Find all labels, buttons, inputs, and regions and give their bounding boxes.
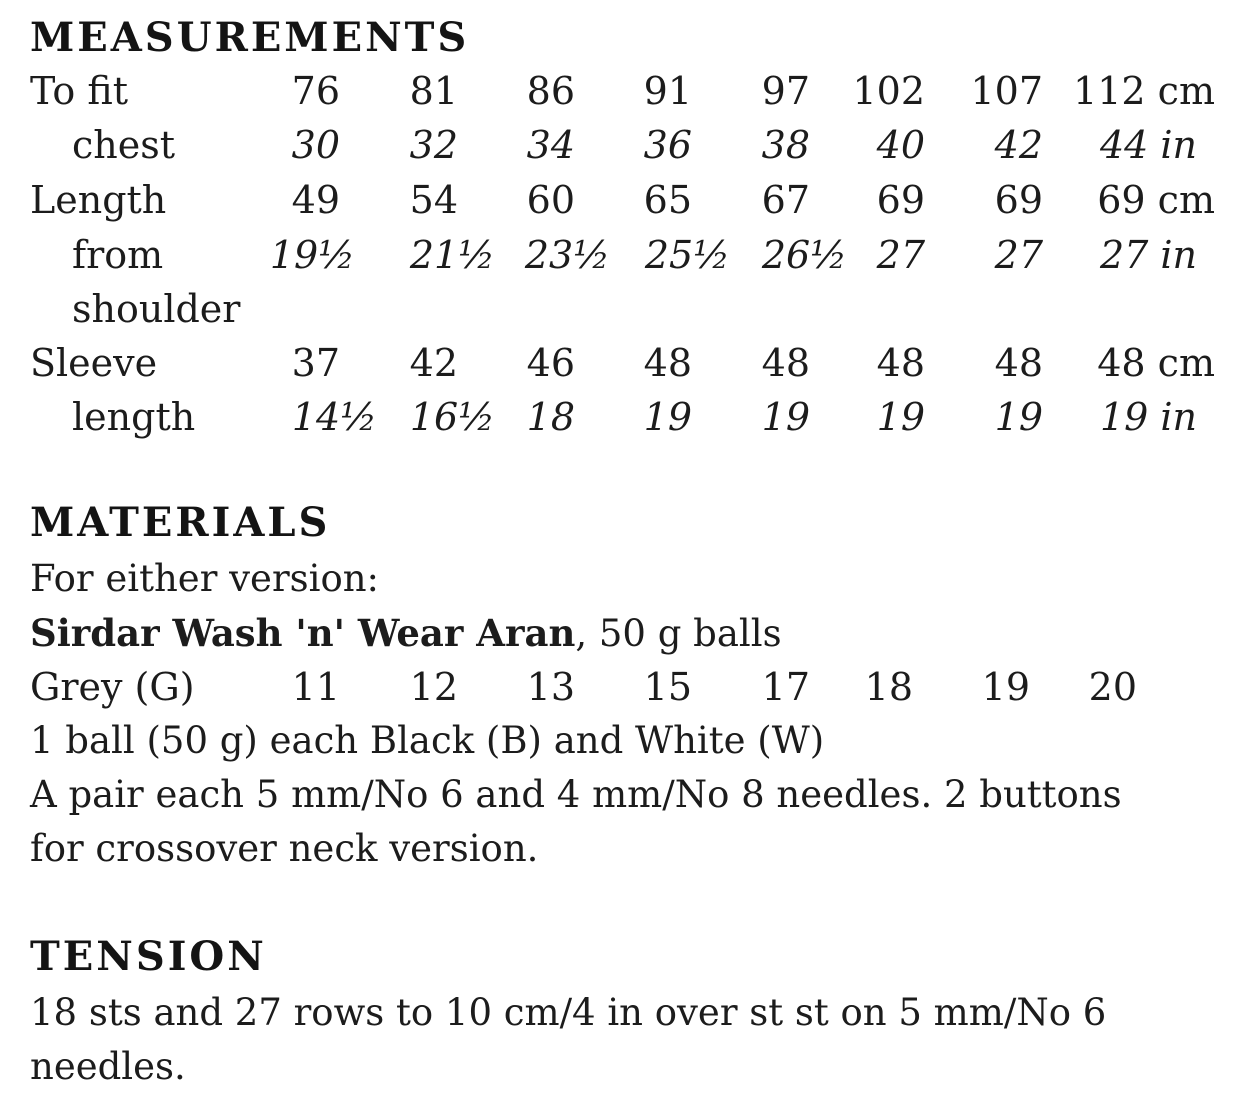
value-cell: 36 [643, 123, 692, 167]
value-cell: 27 in [1099, 233, 1197, 277]
value-cell: 17 [761, 665, 810, 709]
value-cell: 112 cm [1073, 69, 1215, 113]
value-cell: 26½ [761, 233, 847, 277]
row-label: Sleeve [30, 341, 158, 385]
value-cell: 81 [409, 69, 458, 113]
measurement-row-sleeve [0, 336, 1235, 390]
value-cell: 65 [643, 178, 692, 222]
row-label: To fit [30, 69, 128, 113]
value-cell: 19 [994, 395, 1043, 439]
materials-heading: MATERIALS [30, 499, 331, 546]
value-cell: 27 [876, 233, 925, 277]
yarn-name: Sirdar Wash 'n' Wear Aran [30, 611, 576, 655]
value-cell: 20 [1088, 665, 1137, 709]
value-cell: 69 [994, 178, 1043, 222]
value-cell: 49 [291, 178, 340, 222]
value-cell: 67 [761, 178, 810, 222]
value-cell: 18 [864, 665, 913, 709]
value-cell: 54 [409, 178, 458, 222]
value-cell: 15 [643, 665, 692, 709]
value-cell: 46 [526, 341, 575, 385]
value-cell: 107 [970, 69, 1043, 113]
value-cell: 25½ [644, 233, 730, 277]
value-cell: 32 [409, 123, 458, 167]
value-cell: 91 [643, 69, 692, 113]
yarn-detail: , 50 g balls [575, 612, 782, 655]
tension-line-2: needles. [30, 1045, 186, 1088]
row-label: Length [30, 178, 167, 222]
tension-line-1: 18 sts and 27 rows to 10 cm/4 in over st st on 5 mm/No 6 [30, 991, 1107, 1034]
value-cell: 102 [852, 69, 925, 113]
value-cell: 86 [526, 69, 575, 113]
measurements-heading: MEASUREMENTS [30, 14, 470, 61]
value-cell: 48 [994, 341, 1043, 385]
value-cell: 44 in [1099, 123, 1197, 167]
row-label: length [72, 395, 196, 439]
needles-line-1: A pair each 5 mm/No 6 and 4 mm/No 8 needles. 2 buttons [30, 773, 1122, 816]
value-cell: 19 [643, 395, 692, 439]
value-cell: 19½ [269, 233, 355, 277]
measurement-row-to-fit [0, 64, 1235, 118]
value-cell: 76 [291, 69, 340, 113]
value-cell: 48 cm [1097, 341, 1215, 385]
value-cell: 14½ [291, 395, 377, 439]
value-cell: 40 [876, 123, 925, 167]
value-cell: 48 [876, 341, 925, 385]
measurement-row-sleeve-length [0, 390, 1235, 444]
value-cell: 19 in [1099, 395, 1197, 439]
either-version-text: For either version: [30, 557, 380, 600]
row-label: chest [72, 123, 176, 167]
value-cell: 13 [526, 665, 575, 709]
measurement-row-from [0, 228, 1235, 282]
value-cell: 38 [761, 123, 810, 167]
value-cell: 16½ [409, 395, 495, 439]
row-label: from [72, 233, 164, 277]
value-cell: 37 [291, 341, 340, 385]
value-cell: 12 [409, 665, 458, 709]
row-label: shoulder [72, 287, 241, 331]
value-cell: 11 [291, 665, 340, 709]
measurement-row-chest [0, 118, 1235, 172]
ball-line: 1 ball (50 g) each Black (B) and White (W) [30, 719, 825, 762]
value-cell: 48 [761, 341, 810, 385]
value-cell: 23½ [524, 233, 610, 277]
value-cell: 42 [409, 341, 458, 385]
value-cell: 97 [761, 69, 810, 113]
needles-line-2: for crossover neck version. [30, 827, 539, 870]
value-cell: 19 [981, 665, 1030, 709]
value-cell: 18 [526, 395, 575, 439]
value-cell: 34 [526, 123, 575, 167]
value-cell: 30 [291, 123, 340, 167]
row-label: Grey (G) [30, 665, 195, 709]
value-cell: 19 [761, 395, 810, 439]
value-cell: 19 [876, 395, 925, 439]
value-cell: 60 [526, 178, 575, 222]
value-cell: 27 [994, 233, 1043, 277]
value-cell: 69 cm [1097, 178, 1215, 222]
value-cell: 69 [876, 178, 925, 222]
tension-heading: TENSION [30, 933, 267, 980]
value-cell: 21½ [409, 233, 495, 277]
yarn-line [30, 606, 782, 661]
measurement-row-length [0, 173, 1235, 227]
measurement-row-shoulder [0, 282, 1235, 336]
value-cell: 42 [994, 123, 1043, 167]
grey-quantity-row [0, 660, 1235, 714]
value-cell: 48 [643, 341, 692, 385]
